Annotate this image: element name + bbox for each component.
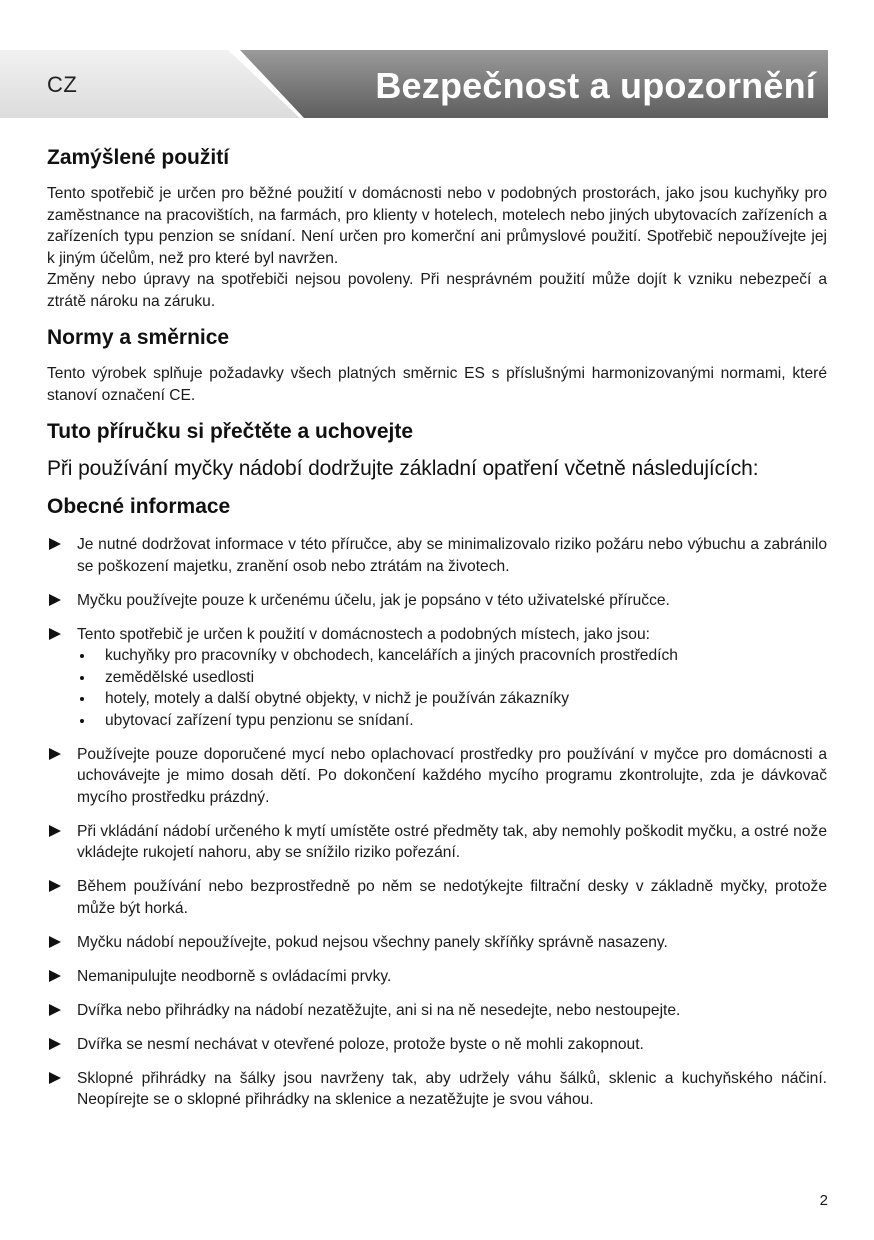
section-heading: Normy a směrnice (47, 326, 230, 349)
list-item-text: Nemanipulujte neodborně s ovládacími prvky. (77, 967, 392, 985)
section-heading: Obecné informace (47, 495, 231, 518)
list-item-text: Dvířka se nesmí nechávat v otevřené poloze, protože byste o ně mohli zakopnout. (77, 1035, 644, 1053)
sub-list-item-text: hotely, motely a další obytné objekty, v nichž je používán zákazníky (105, 690, 570, 707)
arrow-bullet-icon (49, 880, 61, 892)
list-item (47, 624, 827, 732)
arrow-bullet-icon (49, 628, 61, 640)
arrow-bullet-icon (49, 1038, 61, 1050)
sub-list-item-text: zemědělské usedlosti (105, 668, 255, 686)
page-number: 2 (819, 1192, 828, 1209)
list-item-text: Během používání nebo bezprostředně po něm se nedotýkejte filtrační desky v základně myčky, protože může být horká. (77, 878, 827, 917)
section-intended-use (47, 146, 827, 312)
list-item-text: Myčku nádobí nepoužívejte, pokud nejsou všechny panely skříňky správně nasazeny. (77, 933, 668, 951)
language-code: CZ (47, 72, 78, 97)
list-item (47, 966, 827, 988)
arrow-bullet-icon (49, 538, 61, 550)
list-item-text: Myčku používejte pouze k určenému účelu, jak je popsáno v této uživatelské příručce. (77, 591, 670, 609)
list-item-text: Při vkládání nádobí určeného k mytí umístěte ostré předměty tak, aby nemohly poškodit myčku, a ostré nože vkládejte rukojetí nahoru, aby se snížilo riziko pořezání. (77, 822, 827, 861)
list-item (47, 744, 827, 809)
dot-bullet-icon (80, 676, 84, 680)
list-item (47, 590, 827, 612)
sub-list-item-text: kuchyňky pro pracovníky v obchodech, kancelářích a jiných pracovních prostředích (105, 647, 678, 664)
list-item (47, 1034, 827, 1056)
arrow-bullet-icon (49, 936, 61, 948)
list-item-text: Používejte pouze doporučené mycí nebo oplachovací prostředky pro používání v myčce pro domácnosti a uchovávejte je mimo dosah dětí. Po dokončení každého mycího programu zkontrolujte, zda je dávkovač mycího prostředku prázdný. (77, 745, 827, 806)
page-header (0, 50, 874, 118)
arrow-bullet-icon (49, 825, 61, 837)
list-item (47, 932, 827, 954)
arrow-bullet-icon (49, 970, 61, 982)
list-item-text: Sklopné přihrádky na šálky jsou navrženy tak, aby udržely váhu šálků, sklenic a kuchyňského náčiní. Neopírejte se o sklopné přihrádky na sklenice a nezatěžujte je svou váhou. (77, 1069, 827, 1108)
section-heading: Tuto příručku si přečtěte a uchovejte (47, 420, 414, 443)
dot-bullet-icon (80, 654, 84, 658)
bullet-list (47, 534, 827, 1111)
list-item (47, 1000, 827, 1022)
list-item-text: Je nutné dodržovat informace v této příručce, aby se minimalizovalo riziko požáru nebo výbuchu a zabránilo se poškození majetku, zranění osob nebo ztrátám na životech. (77, 536, 827, 575)
list-item (47, 876, 827, 919)
list-item-text: Tento spotřebič je určen k použití v domácnostech a podobných místech, jako jsou: (77, 625, 650, 643)
sub-list-item (77, 710, 827, 732)
sub-bullet-list (77, 645, 827, 731)
sub-list-item-text: ubytovací zařízení typu penzionu se snídaní. (105, 711, 414, 729)
page-content (47, 146, 827, 1123)
section-heading: Zamýšlené použití (47, 146, 230, 169)
sub-list-item (77, 645, 827, 667)
list-item (47, 821, 827, 864)
dot-bullet-icon (80, 697, 84, 701)
section-manual (47, 420, 827, 481)
paragraph: Tento výrobek splňuje požadavky všech platných směrnic ES s příslušnými harmonizovanými normami, které stanoví označení CE. (47, 365, 827, 404)
paragraph: Změny nebo úpravy na spotřebiči nejsou povoleny. Při nesprávném použití může dojít k vzniku nebezpečí a ztrátě nároku na záruku. (47, 271, 827, 310)
section-subheading: Při používání myčky nádobí dodržujte základní opatření včetně následujících: (47, 457, 759, 480)
arrow-bullet-icon (49, 1004, 61, 1016)
arrow-bullet-icon (49, 594, 61, 606)
paragraph: Tento spotřebič je určen pro běžné použití v domácnosti nebo v podobných prostorách, jako jsou kuchyňky pro zaměstnance na pracovištích, na farmách, pro klienty v hotelech, motelech nebo jiných ubytovacích zařízeních a zařízeních typu penzion se snídaní. Není určen pro komerční ani průmyslové použití. Spotřebič nepoužívejte jej k jiným účelům, než pro které byl navržen. (47, 185, 827, 267)
arrow-bullet-icon (49, 748, 61, 760)
arrow-bullet-icon (49, 1072, 61, 1084)
list-item-text: Dvířka nebo přihrádky na nádobí nezatěžujte, ani si na ně nesedejte, nebo nestoupejte. (77, 1001, 681, 1019)
sub-list-item (77, 688, 827, 710)
sub-list-item (77, 667, 827, 689)
dot-bullet-icon (80, 719, 84, 723)
section-general (47, 495, 827, 1111)
list-item (47, 534, 827, 577)
page-title: Bezpečnost a upozornění (375, 65, 816, 106)
list-item (47, 1068, 827, 1111)
section-norms (47, 326, 827, 406)
